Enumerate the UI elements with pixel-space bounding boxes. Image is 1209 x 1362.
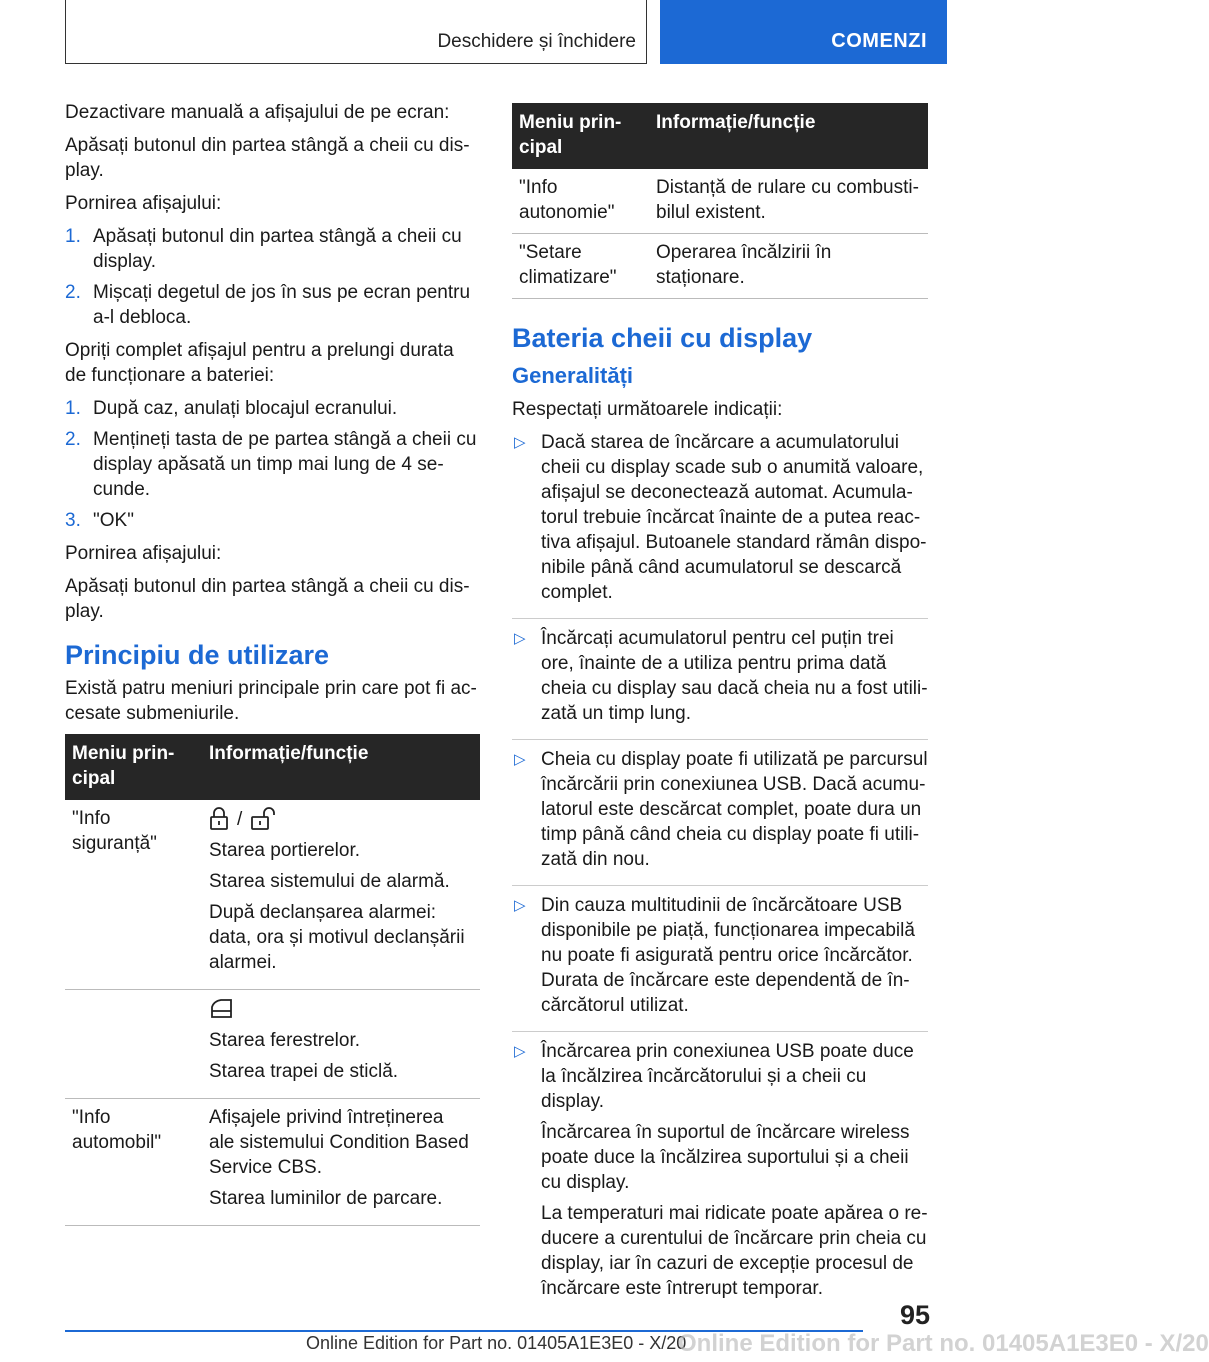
triangle-bullet-icon: ▷ <box>514 1043 526 1060</box>
info-line: Starea luminilor de parcare. <box>209 1188 443 1209</box>
footer-edition: Online Edition for Part no. 01405A1E3E0 - X/20 <box>306 1333 687 1353</box>
info-line: Starea ferestrelor. <box>209 1030 361 1051</box>
table-row <box>512 169 928 234</box>
table-cell-menu: "Info siguranță" <box>65 800 202 990</box>
step-number: 1. <box>65 226 81 247</box>
table-cell-info <box>202 990 480 1099</box>
header-chapter-box <box>65 0 647 64</box>
table-row <box>512 234 928 299</box>
window-icons <box>209 996 473 1022</box>
triangle-bullet-icon: ▷ <box>514 751 526 768</box>
info-line: Starea sistemului de alarmă. <box>209 871 450 892</box>
left-column <box>65 100 480 1236</box>
info-line: Starea portierelor. <box>209 840 361 861</box>
list-text: Din cauza multitudinii de încărcătoare USB disponibile pe piață, funcționarea impecabilă nu poate fi asigurată pentru orice încărcător. Durata de încărcare este dependentă de în‐cărcătorul utilizat. <box>541 895 915 1016</box>
paragraph: Pornirea afișajului: <box>65 543 222 564</box>
triangle-bullet-icon: ▷ <box>514 630 526 647</box>
lock-open-icon <box>250 807 276 831</box>
icon-separator: / <box>237 808 243 830</box>
info-line: Afișajele privind întreținerea ale sistemului Condition Based Service CBS. <box>209 1107 469 1178</box>
menu-table <box>512 103 928 299</box>
table-row <box>65 1099 480 1226</box>
page-number: 95 <box>899 1300 930 1330</box>
table-header-row <box>512 103 928 169</box>
step-text: Apăsați butonul din partea stângă a cheii cu display. <box>93 226 462 272</box>
car-window-icon <box>209 997 235 1021</box>
lock-icons <box>209 806 473 832</box>
list-text: Încărcarea în suportul de încărcare wireless poate duce la încălzirea suportului și a cheii cu display. <box>541 1122 910 1193</box>
subsection-heading: Generalități <box>512 363 634 388</box>
table-header-menu: Meniu prin‐cipal <box>512 103 649 169</box>
step-number: 2. <box>65 282 81 303</box>
table-cell-menu: "Setare climatizare" <box>512 234 649 299</box>
section-heading: Principiu de utilizare <box>65 640 330 670</box>
paragraph: Opriți complet afișajul pentru a prelungi durata de funcționare a bateriei: <box>65 340 454 386</box>
paragraph: Apăsați butonul din partea stângă a cheii cu dis‐play. <box>65 135 470 181</box>
table-row <box>65 800 480 990</box>
notes-list <box>512 430 928 1314</box>
step-text: Mișcați degetul de jos în sus pe ecran pentru a-l debloca. <box>93 282 471 328</box>
step-item <box>65 280 480 330</box>
table-cell-menu <box>65 990 202 1099</box>
paragraph: Dezactivare manuală a afișajului de pe ecran: <box>65 102 450 123</box>
right-column <box>512 100 928 1321</box>
table-header-info: Informație/funcție <box>649 103 928 169</box>
table-cell-info: Distanță de rulare cu combusti‐bilul existent. <box>649 169 928 234</box>
list-item <box>512 747 928 886</box>
triangle-bullet-icon: ▷ <box>514 434 526 451</box>
list-item <box>512 430 928 619</box>
list-text: Încărcați acumulatorul pentru cel puțin trei ore, înainte de a utiliza pentru prima dată cheia cu display sau dacă cheia nu a fost utili‐zată un timp lung. <box>541 628 928 724</box>
list-text: La temperaturi mai ridicate poate apărea o re‐ducere a curentului de încărcare prin cheia cu display, iar în cazuri de excepție procesul de încărcare este întrerupt temporar. <box>541 1203 928 1299</box>
table-cell-menu: "Info autonomie" <box>512 169 649 234</box>
step-text: După caz, anulați blocajul ecranului. <box>93 398 398 419</box>
step-number: 1. <box>65 398 81 419</box>
paragraph: Pornirea afișajului: <box>65 193 222 214</box>
table-cell-info <box>202 1099 480 1226</box>
section-title: COMENZI <box>831 30 927 52</box>
info-line: După declanșarea alarmei: data, ora și motivul declanșării alarmei. <box>209 902 465 973</box>
list-item <box>512 893 928 1032</box>
list-text: Încărcarea prin conexiunea USB poate duce la încălzirea încărcătorului și a cheii cu display. <box>541 1041 914 1112</box>
menu-table <box>65 734 480 1226</box>
list-item <box>512 626 928 740</box>
step-item <box>65 396 480 421</box>
table-header-info: Informație/funcție <box>202 734 480 800</box>
step-item <box>65 508 480 533</box>
steps-list <box>65 224 480 330</box>
steps-list <box>65 396 480 533</box>
table-cell-menu: "Info automobil" <box>65 1099 202 1226</box>
table-cell-info <box>202 800 480 990</box>
step-text: Mențineți tasta de pe partea stângă a cheii cu display apăsată un timp mai lung de 4 se‐cunde. <box>93 429 477 500</box>
header-section-tab <box>660 0 947 64</box>
section-heading: Bateria cheii cu display <box>512 323 813 353</box>
paragraph: Respectați următoarele indicații: <box>512 399 783 420</box>
triangle-bullet-icon: ▷ <box>514 897 526 914</box>
table-row <box>65 990 480 1099</box>
table-header-menu: Meniu prin‐cipal <box>65 734 202 800</box>
watermark: Online Edition for Part no. 01405A1E3E0 - X/20 <box>678 1330 1209 1357</box>
list-text: Cheia cu display poate fi utilizată pe parcursul încărcării prin conexiunea USB. Dacă acumu‐latorul este descărcat complet, poate dura un timp până când cheia cu display poate fi utili‐zată din nou. <box>541 749 928 870</box>
step-number: 2. <box>65 429 81 450</box>
step-text: "OK" <box>93 510 134 531</box>
step-item <box>65 427 480 502</box>
chapter-title: Deschidere și închidere <box>437 31 636 52</box>
paragraph: Există patru meniuri principale prin care pot fi ac‐cesate submeniurile. <box>65 678 477 724</box>
table-header-row <box>65 734 480 800</box>
table-cell-info: Operarea încălzirii în staționare. <box>649 234 928 299</box>
step-number: 3. <box>65 510 81 531</box>
list-item <box>512 1039 928 1314</box>
paragraph: Apăsați butonul din partea stângă a cheii cu dis‐play. <box>65 576 470 622</box>
list-text: Dacă starea de încărcare a acumulatorului cheii cu display scade sub o anumită valoare, afișajul se deconectează automat. Acumula‐torul trebuie încărcat înainte de a putea reac‐tiva afișajul. Butoanele standard rămân dispo‐nibile până când acumulatorul se descarcă complet. <box>541 432 927 603</box>
info-line: Starea trapei de sticlă. <box>209 1061 399 1082</box>
lock-closed-icon <box>209 807 229 831</box>
step-item <box>65 224 480 274</box>
